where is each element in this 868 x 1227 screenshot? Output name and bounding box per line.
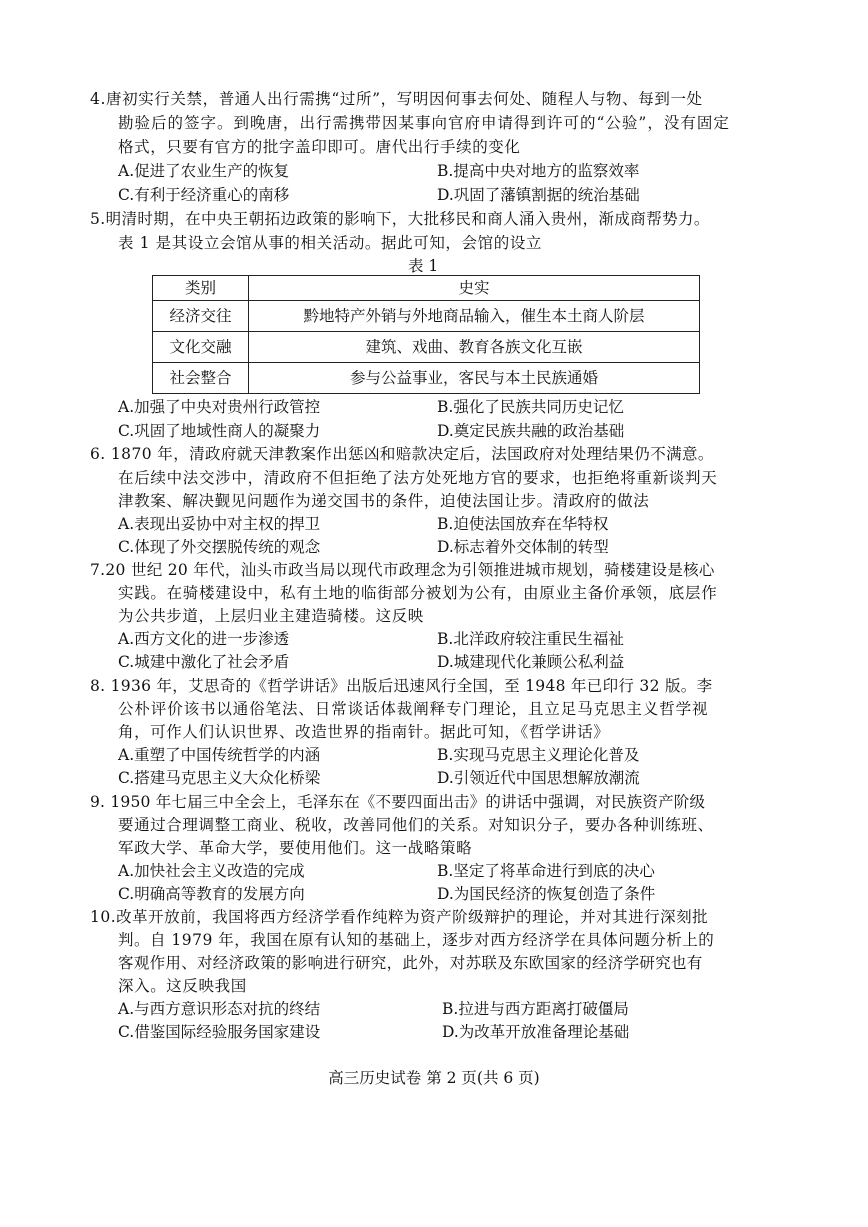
question-7-line-1: 7.20 世纪 20 年代，汕头市政当局以现代市政理念为引领推进城市规划，骑楼建设是核心: [90, 561, 715, 579]
question-8-option-d[interactable]: D.引领近代中国思想解放潮流: [437, 769, 640, 787]
question-8-line-1: 8. 1936 年，艾思奇的《哲学讲话》出版后迅速风行全国，至 1948 年已印行 32 版。李: [90, 677, 713, 695]
question-8-line-2: 公朴评价该书以通俗笔法、日常谈话体裁阐释专门理论，且立足马克思主义哲学视: [118, 700, 709, 718]
question-10-option-a[interactable]: A.与西方意识形态对抗的终结: [118, 1000, 321, 1018]
question-4-option-a[interactable]: A.促进了农业生产的恢复: [118, 162, 290, 180]
question-10-line-4: 深入。这反映我国: [118, 977, 247, 995]
question-7-option-a[interactable]: A.西方文化的进一步渗透: [118, 630, 290, 648]
question-8-option-c[interactable]: C.搭建马克思主义大众化桥梁: [118, 769, 321, 787]
question-5-line-1: 5.明清时期，在中央王朝拓边政策的影响下，大批移民和商人涌入贵州，渐成商帮势力。: [90, 210, 710, 228]
question-4-option-b[interactable]: B.提高中央对地方的监察效率: [437, 162, 640, 180]
question-7-option-c[interactable]: C.城建中激化了社会矛盾: [118, 653, 290, 671]
table-cell-category: 文化交融: [153, 332, 249, 363]
table-caption: 表 1: [408, 257, 439, 275]
question-9-option-d[interactable]: D.为国民经济的恢复创造了条件: [437, 885, 656, 903]
question-10-line-1: 10.改革开放前，我国将西方经济学看作纯粹为资产阶级辩护的理论，并对其进行深刻批: [90, 908, 709, 926]
question-7-line-2: 实践。在骑楼建设中，私有土地的临街部分被划为公有，由原业主备价承领，底层作: [118, 584, 718, 602]
question-8-option-b[interactable]: B.实现马克思主义理论化普及: [437, 746, 640, 764]
table-cell-facts: 黔地特产外销与外地商品输入，催生本土商人阶层: [249, 301, 700, 332]
question-9-option-c[interactable]: C.明确高等教育的发展方向: [118, 885, 305, 903]
question-5-option-c[interactable]: C.巩固了地域性商人的凝聚力: [118, 422, 321, 440]
question-4-option-c[interactable]: C.有利于经济重心的南移: [118, 186, 290, 204]
question-9-line-1: 9. 1950 年七届三中全会上，毛泽东在《不要四面出击》的讲话中强调，对民族资产阶级: [90, 793, 706, 811]
question-4-line-2: 勘验后的签字。到晚唐，出行需携带因某事向官府申请得到许可的“公验”，没有固定: [118, 114, 730, 132]
table-header-category: 类别: [153, 276, 249, 301]
table-row: [153, 301, 700, 332]
question-7-option-b[interactable]: B.北洋政府较注重民生福祉: [437, 630, 624, 648]
question-4-line-1: 4.唐初实行关禁，普通人出行需携“过所”，写明因何事去何处、随程人与物、每到一处: [90, 90, 703, 108]
question-5-line-2: 表 1 是其设立会馆从事的相关活动。据此可知，会馆的设立: [118, 234, 543, 252]
question-5-option-a[interactable]: A.加强了中央对贵州行政管控: [118, 398, 321, 416]
question-9-option-a[interactable]: A.加快社会主义改造的完成: [118, 862, 305, 880]
table-header-facts: 史实: [249, 276, 700, 301]
question-10-line-3: 客观作用、对经济政策的影响进行研究，此外，对苏联及东欧国家的经济学研究也有: [118, 954, 703, 972]
question-6-line-3: 津教案、解决觐见问题作为递交国书的条件，迫使法国让步。清政府的做法: [118, 492, 650, 510]
question-10-option-c[interactable]: C.借鉴国际经验服务国家建设: [118, 1023, 321, 1041]
question-7-line-3: 为公共步道，上层归业主建造骑楼。这反映: [118, 607, 424, 625]
question-7-option-d[interactable]: D.城建现代化兼顾公私利益: [437, 653, 625, 671]
question-10-option-b[interactable]: B.拉进与西方距离打破僵局: [442, 1000, 629, 1018]
table-header-row: [153, 276, 700, 301]
question-6-option-d[interactable]: D.标志着外交体制的转型: [437, 538, 609, 556]
question-6-line-1: 6. 1870 年，清政府就天津教案作出惩凶和赔款决定后，法国政府对处理结果仍不满意。: [90, 445, 714, 463]
question-6-option-c[interactable]: C.体现了外交摆脱传统的观念: [118, 538, 321, 556]
page-footer: 高三历史试卷 第 2 页(共 6 页): [328, 1069, 540, 1087]
table-cell-facts: 建筑、戏曲、教育各族文化互嵌: [249, 332, 700, 363]
question-8-line-3: 角，可作人们认识世界、改造世界的指南针。据此可知，《哲学讲话》: [118, 723, 610, 741]
question-9-line-2: 要通过合理调整工商业、税收，改善同他们的关系。对知识分子，要办各种训练班、: [118, 816, 714, 834]
table-cell-facts: 参与公益事业，客民与本土民族通婚: [249, 363, 700, 394]
question-10-line-2: 判。自 1979 年，我国在原有认知的基础上，逐步对西方经济学在具体问题分析上的: [118, 931, 715, 949]
question-6-option-b[interactable]: B.迫使法国放弃在华特权: [437, 515, 609, 533]
question-5-option-b[interactable]: B.强化了民族共同历史记忆: [437, 398, 624, 416]
question-10-option-d[interactable]: D.为改革开放准备理论基础: [442, 1023, 630, 1041]
fact-table: [152, 275, 700, 394]
question-6-option-a[interactable]: A.表现出妥协中对主权的捍卫: [118, 515, 321, 533]
question-8-option-a[interactable]: A.重塑了中国传统哲学的内涵: [118, 746, 321, 764]
question-9-option-b[interactable]: B.坚定了将革命进行到底的决心: [437, 862, 655, 880]
question-4-option-d[interactable]: D.巩固了藩镇割据的统治基础: [437, 186, 640, 204]
question-4-line-3: 格式，只要有官方的批字盖印即可。唐代出行手续的变化: [118, 138, 521, 156]
question-5-option-d[interactable]: D.奠定民族共融的政治基础: [437, 422, 625, 440]
question-9-line-3: 军政大学、革命大学，要使用他们。这一战略策略: [118, 839, 473, 857]
table-row: [153, 363, 700, 394]
table-cell-category: 社会整合: [153, 363, 249, 394]
question-6-line-2: 在后续中法交涉中，清政府不但拒绝了法方处死地方官的要求，也拒绝将重新谈判天: [118, 469, 718, 487]
table-row: [153, 332, 700, 363]
table-cell-category: 经济交往: [153, 301, 249, 332]
